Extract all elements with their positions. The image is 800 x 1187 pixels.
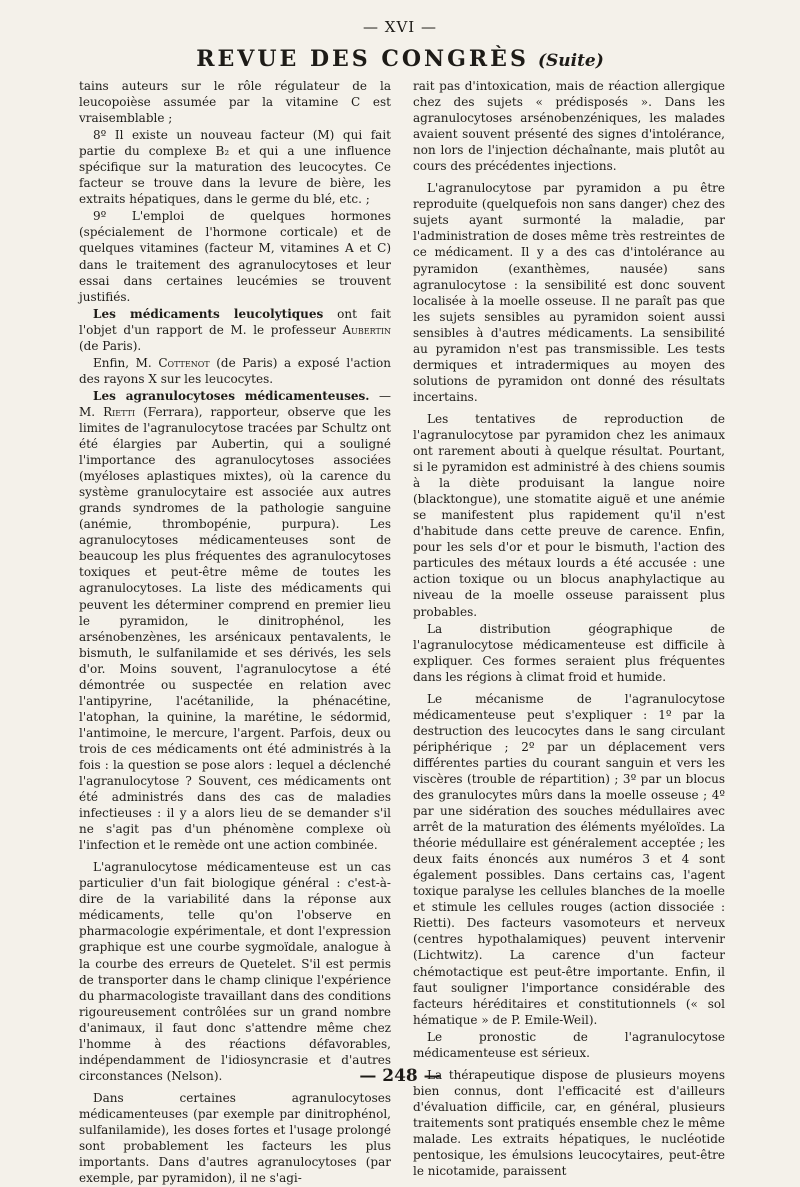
text-columns (79, 78, 725, 1187)
page-header (0, 46, 800, 72)
left-column (79, 78, 391, 1187)
author-rietti: — M. Rietti (79, 388, 391, 419)
paragraph: Dans certaines agranulocytoses médicamenteuses (par exemple par dinitrophénol, sulfanilamide), les doses fortes et l'usage prolongé sont probablement les facteurs les plus importants. Dans d'autres agranulocytoses (par exemple, par pyramidon), il ne s'agi- (79, 1090, 391, 1186)
paragraph: Les tentatives de reproduction de l'agranulocytose par pyramidon chez les animaux ont rarement abouti à quelque résultat. Pourtant, si le pyramidon est administré à des chiens soumis à la diète produisant la langue noire (blacktongue), une stomatite aiguë et une anémie se manifestent plus rapidement qu'il n'est d'habitude dans cette preuve de carence. Enfin, pour les sels d'or et pour le bismuth, l'action des particules des métaux lourds a été accusée : une action toxique ou un blocus anaphylactique au niveau de la moelle osseuse paraissent plus probables. (413, 411, 725, 619)
author-aubertin: Aubertin (342, 322, 391, 337)
paragraph: Le pronostic de l'agranulocytose médicamenteuse est sérieux. (413, 1029, 725, 1060)
roman-page-number: — XVI — (363, 18, 437, 36)
header-title: REVUE DES CONGRÈS (196, 46, 529, 72)
paragraph: La thérapeutique dispose de plusieurs moyens bien connus, dont l'efficacité est d'ailleurs d'évaluation difficile, car, en général, plusieurs traitements sont pratiqués ensemble chez le même malade. Les extraits hépatiques, le nucléotide pentosique, les émulsions leucocytaires, peut-être le nicotamide, paraissent (413, 1067, 725, 1179)
paragraph-leucolytiques (79, 306, 391, 354)
paragraph-cottenot (79, 355, 391, 387)
paragraph: rait pas d'intoxication, mais de réaction allergique chez des sujets « prédisposés ». Dans les agranulocytoses arsénobenzéniques, les malades avaient souvent présenté des signes d'intolérance, non lors de l'injection déchaînante, mais plutôt au cours des précédentes injections. (413, 79, 725, 174)
right-column (413, 78, 725, 1187)
paragraph: L'agranulocytose médicamenteuse est un cas particulier d'un fait biologique général : c'est-à-dire de la variabilité dans la réponse aux médicaments, telle qu'on l'observe en pharmacologie expérimentale, et dont l'expression graphique est une courbe sygmoïdale, analogue à la courbe des erreurs de Quetelet. S'il est permis de transporter dans le champ clinique l'expérience du pharmacologiste travaillant dans des conditions rigoureusement contrôlées sur un grand nombre d'animaux, il faut donc s'attendre même chez l'homme à des réactions défavorables, indépendamment de l'idiosyncrasie et d'autres circonstances (Nelson). (79, 860, 391, 1083)
paragraph-text: (de Paris). (79, 338, 142, 353)
paragraph-text: (de Paris) a exposé l'action des rayons X sur les leucocytes. (79, 355, 391, 386)
paragraph-agranulocytoses (79, 388, 391, 853)
leucolytiques-heading: Les médicaments leucolytiques (93, 306, 324, 321)
agranulocytoses-heading: Les agranulocytoses médicamenteuses. (93, 388, 370, 403)
paragraph: La distribution géographique de l'agranulocytose médicamenteuse est difficile à expliquer. Ces formes seraient plus fréquentes dans les régions à climat froid et humide. (413, 621, 725, 684)
header-suffix: (Suite) (537, 51, 604, 71)
paragraph-text: ont fait l'objet d'un rapport de M. le professeur (79, 306, 391, 337)
paragraph-text: Enfin, M. (93, 355, 152, 370)
paragraph: 9º L'emploi de quelques hormones (spécialement de l'hormone corticale) et de quelques vitamines (facteur M, vitamines A et C) dans le traitement des agranulocytoses et leur essai dans certaines leucémies se trouvent justifiés. (79, 209, 391, 304)
author-cottenot: Cottenot (158, 355, 210, 370)
paragraph-text: (Ferrara), rapporteur, observe que les limites de l'agranulocytose tracées par Schultz ont été élargies par Aubertin, qui a souligné l'importance des agranulocytoses associées (myéloses aplastiques mixtes), où la carence du système granulocytaire est associée aux autres grands syndromes de la pathologie sanguine (anémie, thrombopénie, purpura). Les agranulocytoses médicamenteuses sont de beaucoup les plus fréquentes des agranulocytoses toxiques et peut-être même de toutes les agranulocytoses. La liste des médicaments qui peuvent les déterminer comprend en premier lieu le pyramidon, le dinitrophénol, les arsénobenzènes, les arsénicaux pentavalents, le bismuth, le sulfanilamide et ses dérivés, les sels d'or. Moins souvent, l'agranulocytose a été démontrée ou suspectée en relation avec l'antipyrine, l'acétanilide, la phénacétine, l'atophan, la quinine, la marétine, le sédormid, l'antimoine, le mercure, l'argent. Parfois, deux ou trois de ces médicaments ont été administrés à la fois : la question se pose alors : lequel a déclenché l'agranulocytose ? Souvent, ces médicaments ont été administrés dans des cas de maladies infectieuses : il y a alors lieu de se demander s'il ne s'agit pas d'un phénomène complexe où l'infection et le remède ont une action combinée. (79, 404, 391, 853)
paragraph: L'agranulocytose par pyramidon a pu être reproduite (quelquefois non sans danger) chez des sujets ayant surmonté la maladie, par l'administration de doses même très restreintes de ce médicament. Il y a des cas d'intolérance au pyramidon (exanthèmes, nausée) sans agranulocytose : la sensibilité est donc souvent localisée à la moelle osseuse. Il ne paraît pas que les sujets sensibles au pyramidon soient aussi sensibles à d'autres médicaments. La sensibilité au pyramidon n'est pas transmissible. Les tests dermiques et intradermiques au moyen des solutions de pyramidon ont donné des résultats incertains. (413, 181, 725, 404)
paragraph: Le mécanisme de l'agranulocytose médicamenteuse peut s'expliquer : 1º par la destruction des leucocytes dans le sang circulant périphérique ; 2º par un déplacement vers différentes parties du courant sanguin et vers les viscères (trouble de répartition) ; 3º par un blocus des granulocytes mûrs dans la moelle osseuse ; 4º par une sidération des souches médullaires avec arrêt de la maturation des éléments myéloïdes. La théorie médullaire est généralement acceptée ; les deux faits énoncés aux numéros 3 et 4 sont également possibles. Dans certains cas, l'agent toxique paralyse les cellules blanches de la moelle et stimule les cellules rouges (action dissociée : Rietti). Des facteurs vasomoteurs et nerveux (centres hypothalamiques) peuvent intervenir (Lichtwitz). La carence d'un facteur chémotactique est peut-être importante. Enfin, il faut souligner l'importance considérable des facteurs héréditaires et constitutionnels (« sol hématique » de P. Emile-Weil). (413, 691, 725, 1027)
page-number: — 248 — (359, 1066, 441, 1086)
paragraph: tains auteurs sur le rôle régulateur de la leucopoièse assumée par la vitamine C est vraisemblable ; (79, 79, 391, 126)
paragraph: 8º Il existe un nouveau facteur (M) qui fait partie du complexe B₂ et qui a une influence spécifique sur la maturation des leucocytes. Ce facteur se trouve dans la levure de bière, les extraits hépatiques, dans le germe du blé, etc. ; (79, 128, 391, 207)
